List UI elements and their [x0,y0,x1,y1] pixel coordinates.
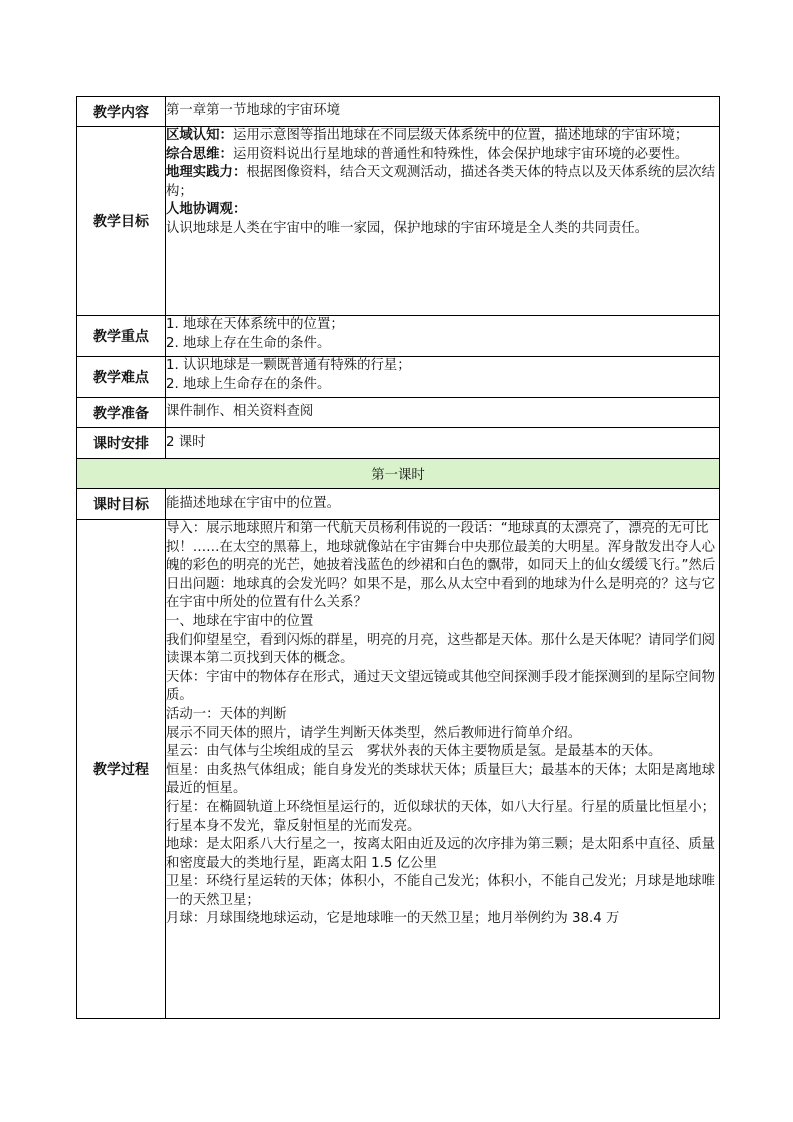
row-difficult [77,357,720,398]
process-intro: 导入：展示地球照片和第一代航天员杨利伟说的一段话：“地球真的太漂亮了，漂亮的无可比拟！……在太空的黑幕上，地球就像站在宇宙舞台中央那位最美的大明星。浑身散发出夺人心魄的彩色的明亮的光芒，她披着浅蓝色的纱裙和白色的飘带，如同天上的仙女缓缓飞行。”然后日出问题：地球真的会发光吗？如果不是，那么从太空中看到的地球为什么是明亮的？这与它在宇宙中所处的位置有什么关系？ [166,521,716,611]
process-activity-1: 活动一：天体的判断 [166,706,287,722]
key-item-2: 2. 地球上存在生命的条件。 [166,335,331,351]
value-lesson-goal: 能描述地球在宇宙中的位置。 [166,489,720,520]
process-heading-1: 一、地球在宇宙中的位置 [166,613,314,629]
label-difficult: 教学难点 [77,357,166,398]
value-content: 第一章第一节地球的宇宙环境 [166,97,720,127]
goal-thinking-text: 运用资料说出行星地球的普通性和特殊性，体会保护地球宇宙环境的必要性。 [232,146,689,162]
goal-harmony [166,201,719,220]
goal-thinking [166,146,719,165]
goal-harmony-title: 人地协调观： [166,202,247,218]
goal-harmony-text: 认识地球是人类在宇宙中的唯一家园，保护地球的宇宙环境是全人类的共同责任。 [166,220,649,236]
row-content [77,97,720,127]
process-definition-planet: 行星：在椭圆轨道上环绕恒星运行的，近似球状的天体，如八大行星。行星的质量比恒星小；行星本身不发光，靠反射恒星的光而发亮。 [166,799,716,834]
difficult-item-2: 2. 地球上生命存在的条件。 [166,376,331,392]
value-prep: 课件制作、相关资料查阅 [166,398,720,428]
process-definition-star: 恒星：由炙热气体组成；能自身发光的类球状天体；质量巨大；最基本的天体；太阳是离地球最近的恒星。 [166,762,716,797]
value-difficult [166,357,720,398]
label-content: 教学内容 [77,97,166,127]
value-key [166,316,720,357]
row-key [77,316,720,357]
goal-thinking-title: 综合思维： [166,146,233,162]
goal-regional-title: 区域认知： [166,128,233,143]
label-schedule: 课时安排 [77,428,166,459]
value-schedule: 2 课时 [166,428,720,459]
process-paragraph: 我们仰望星空，看到闪烁的群星，明亮的月亮，这些都是天体。那什么是天体呢？请同学们阅读课本第二页找到天体的概念。 [166,632,716,667]
row-goals [77,127,720,316]
row-lesson-goal [77,489,720,520]
value-process [166,520,720,1019]
goal-practice-text: 根据图像资料，结合天文观测活动，描述各类天体的特点以及天体系统的层次结构； [166,165,716,199]
process-definition-moon: 月球：月球围绕地球运动，它是地球唯一的天然卫星；地月举例约为 38.4 万 [166,911,620,927]
key-item-1: 1. 地球在天体系统中的位置； [166,317,344,332]
goal-regional-text: 运用示意图等指出地球在不同层级天体系统中的位置，描述地球的宇宙环境； [232,128,689,143]
row-process [77,520,720,1019]
difficult-item-1: 1. 认识地球是一颗既普通有特殊的行星； [166,358,411,373]
goal-practice-title: 地理实践力： [166,165,247,181]
label-goals: 教学目标 [77,127,166,316]
label-prep: 教学准备 [77,398,166,428]
goal-practice [166,164,719,201]
value-goals [166,127,720,316]
lesson-plan-table [76,96,720,1019]
row-schedule [77,428,720,459]
label-process: 教学过程 [77,520,166,1019]
row-prep [77,398,720,428]
label-key: 教学重点 [77,316,166,357]
section-title: 第一课时 [77,459,720,489]
label-lesson-goal: 课时目标 [77,489,166,520]
process-definition-satellite: 卫星：环绕行星运转的天体；体积小，不能自己发光；体积小，不能自己发光；月球是地球唯一的天然卫星； [166,874,716,908]
process-definition-earth: 地球：是太阳系八大行星之一，按离太阳由近及远的次序排为第三颗；是太阳系中直径、质量和密度最大的类地行星，距离太阳 1.5 亿公里 [166,837,716,871]
process-definition-celestial: 天体：宇宙中的物体存在形式，通过天文望远镜或其他空间探测手段才能探测到的星际空间物质。 [166,669,716,704]
process-paragraph: 展示不同天体的照片，请学生判断天体类型，然后教师进行简单介绍。 [166,725,582,741]
row-section [77,459,720,489]
process-definition-nebula: 星云：由气体与尘埃组成的呈云 雾状外表的天体主要物质是氢。是最基本的天体。 [166,744,662,760]
goal-regional [166,127,719,146]
